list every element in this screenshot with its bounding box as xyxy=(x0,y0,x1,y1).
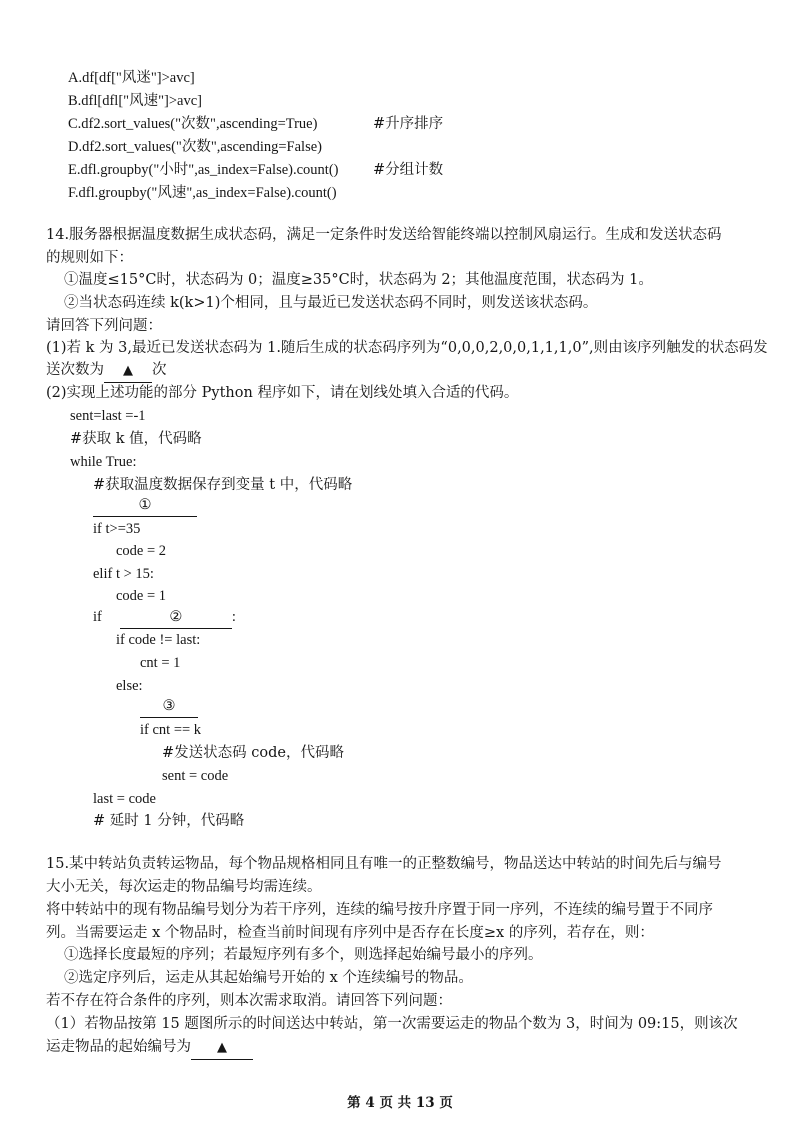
q15-part1-line2 xyxy=(46,1036,253,1060)
code-if-keyword: if xyxy=(93,609,102,625)
q15-rule2: ②选定序列后，运走从其起始编号开始的 x 个连续编号的物品。 xyxy=(64,970,473,986)
code-comment-temp: #获取温度数据保存到变量 t 中，代码略 xyxy=(93,477,353,493)
q14-part1-text: 送次数为 xyxy=(46,362,104,378)
code-code-2: code = 2 xyxy=(116,543,167,559)
code-blank-3[interactable]: ③ xyxy=(140,695,198,718)
code-line-init: sent=last =-1 xyxy=(70,408,146,424)
code-blank-2[interactable]: ② xyxy=(120,606,232,629)
q14-ask: 请回答下列问题： xyxy=(46,318,162,334)
q14-part2: (2)实现上述功能的部分 Python 程序如下，请在划线处填入合适的代码。 xyxy=(46,385,519,401)
code-blank-1-line xyxy=(93,494,197,517)
code-comment-k: #获取 k 值，代码略 xyxy=(70,431,202,447)
code-comment-delay: # 延时 1 分钟，代码略 xyxy=(93,813,245,829)
q15-stem-line3: 将中转站中的现有物品编号划分为若干序列，连续的编号按升序置于同一序列，不连续的编号置于不同序 xyxy=(46,902,713,918)
option-a: A.df[df["风迷"]>avc] xyxy=(68,70,195,86)
q14-part1-line2 xyxy=(46,359,167,383)
code-elif-15: elif t > 15: xyxy=(93,566,154,582)
option-d: D.df2.sort_values("次数",ascending=False) xyxy=(68,139,322,155)
code-code-1: code = 1 xyxy=(116,588,167,604)
code-if-colon: : xyxy=(231,609,236,625)
code-sent-code: sent = code xyxy=(162,768,229,784)
page-footer: 第 4 页 共 13 页 xyxy=(347,1095,453,1111)
q14-part1-unit: 次 xyxy=(152,362,167,378)
code-if-blank-2 xyxy=(93,606,236,629)
q15-part1-answer-blank[interactable]: ▲ xyxy=(191,1037,253,1060)
code-cnt-1: cnt = 1 xyxy=(140,655,181,671)
option-b: B.dfl[dfl["风速"]>avc] xyxy=(68,93,202,109)
code-while: while True: xyxy=(70,454,137,470)
code-if-last: if code != last: xyxy=(116,632,201,648)
q15-stem-line5: 若不存在符合条件的序列，则本次需求取消。请回答下列问题： xyxy=(46,993,452,1009)
code-last-code: last = code xyxy=(93,791,156,807)
q15-part1-text: 运走物品的起始编号为 xyxy=(46,1039,191,1055)
q14-part1-answer-blank[interactable]: ▲ xyxy=(104,360,152,383)
q15-stem-line1: 15.某中转站负责转运物品，每个物品规格相同且有唯一的正整数编号，物品送达中转站的时间先后与编号 xyxy=(46,856,722,872)
option-e-comment: #分组计数 xyxy=(373,162,444,178)
code-blank-3-line xyxy=(140,695,198,718)
option-c-comment: #升序排序 xyxy=(373,116,444,132)
option-f: F.dfl.groupby("风速",as_index=False).count() xyxy=(68,185,337,201)
code-if-cnt-k: if cnt == k xyxy=(140,722,202,738)
option-c: C.df2.sort_values("次数",ascending=True) xyxy=(68,116,318,132)
code-blank-1[interactable]: ① xyxy=(93,494,197,517)
code-comment-send: #发送状态码 code，代码略 xyxy=(162,745,344,761)
q14-stem-line2: 的规则如下： xyxy=(46,250,133,266)
q14-rule2: ②当状态码连续 k(k>1)个相同，且与最近已发送状态码不同时，则发送该状态码。 xyxy=(64,295,598,311)
q15-rule1: ①选择长度最短的序列；若最短序列有多个，则选择起始编号最小的序列。 xyxy=(64,947,543,963)
q15-part1-line1: （1）若物品按第 15 题图所示的时间送达中转站，第一次需要运走的物品个数为 3，时间为 09:15，则该次 xyxy=(46,1016,738,1032)
q14-rule1: ①温度≤15°C时，状态码为 0；温度≥35°C时，状态码为 2；其他温度范围，状态码为 1。 xyxy=(64,272,653,288)
q14-stem-line1: 14.服务器根据温度数据生成状态码，满足一定条件时发送给智能终端以控制风扇运行。生成和发送状态码 xyxy=(46,227,722,243)
q14-part1-line1: (1)若 k 为 3,最近已发送状态码为 1.随后生成的状态码序列为“0,0,0,2,0,0,1,1,1,0”,则由该序列触发的状态码发 xyxy=(46,340,768,356)
code-if-35: if t>=35 xyxy=(93,521,141,537)
code-else: else: xyxy=(116,678,143,694)
q15-stem-line2: 大小无关，每次运走的物品编号均需连续。 xyxy=(46,879,322,895)
q15-stem-line4: 列。当需要运走 x 个物品时，检查当前时间现有序列中是否存在长度≥x 的序列，若存在，则： xyxy=(46,925,654,941)
option-e: E.dfl.groupby("小时",as_index=False).count() xyxy=(68,162,339,178)
